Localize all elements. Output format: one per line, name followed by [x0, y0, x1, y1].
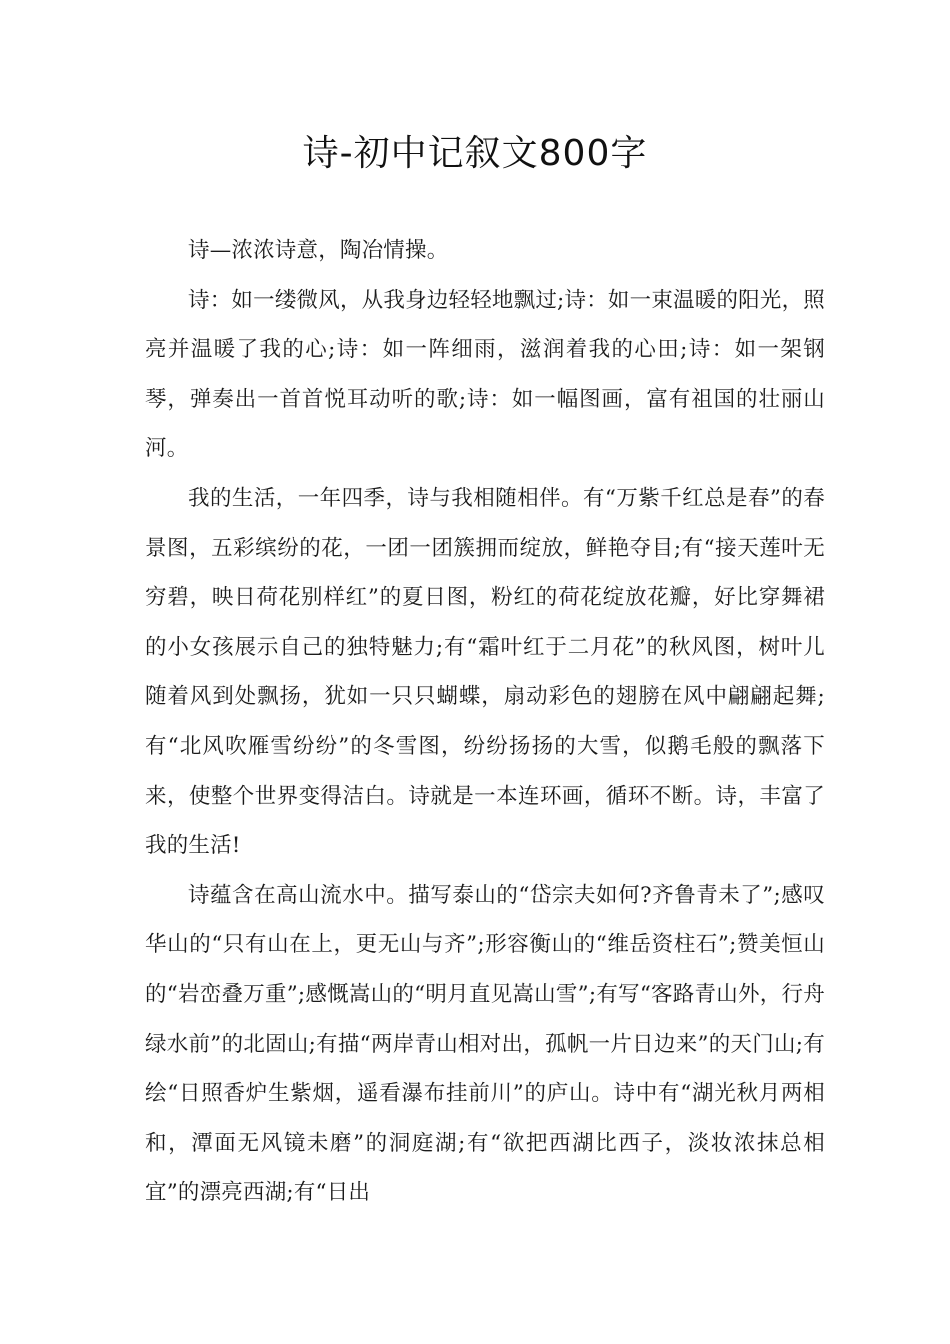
- document-body: [145, 226, 825, 1218]
- paragraph-4: 诗蕴含在高山流水中。描写泰山的“岱宗夫如何?齐鲁青未了”;感叹华山的“只有山在上，更无山与齐”;形容衡山的“维岳资柱石”;赞美恒山的“岩峦叠万重”;感慨嵩山的“明月直见嵩山雪”;有写“客路青山外，行舟绿水前”的北固山;有描“两岸青山相对出，孤帆一片日边来”的天门山;有绘“日照香炉生紫烟，遥看瀑布挂前川”的庐山。诗中有“湖光秋月两相和，潭面无风镜未磨”的洞庭湖;有“欲把西湖比西子，淡妆浓抹总相宜”的漂亮西湖;有“日出: [145, 882, 825, 1206]
- paragraph-2: 诗：如一缕微风，从我身边轻轻地飘过;诗：如一束温暖的阳光，照亮并温暖了我的心;诗：如一阵细雨，滋润着我的心田;诗：如一架钢琴，弹奏出一首首悦耳动听的歌;诗：如一幅图画，富有祖国的壮丽山河。: [145, 287, 825, 462]
- paragraph-3: 我的生活，一年四季，诗与我相随相伴。有“万紫千红总是春”的春景图，五彩缤纷的花，一团一团簇拥而绽放，鲜艳夺目;有“接天莲叶无穷碧，映日荷花别样红”的夏日图，粉红的荷花绽放花瓣，好比穿舞裙的小女孩展示自己的独特魅力;有“霜叶红于二月花”的秋风图，树叶儿随着风到处飘扬，犹如一只只蝴蝶，扇动彩色的翅膀在风中翩翩起舞;有“北风吹雁雪纷纷”的冬雪图，纷纷扬扬的大雪，似鹅毛般的飘落下来，使整个世界变得洁白。诗就是一本连环画，循环不断。诗，丰富了我的生活!: [145, 485, 825, 859]
- document-title: 诗-初中记叙文800字: [302, 133, 648, 174]
- paragraph-1: 诗—浓浓诗意，陶冶情操。: [188, 238, 449, 263]
